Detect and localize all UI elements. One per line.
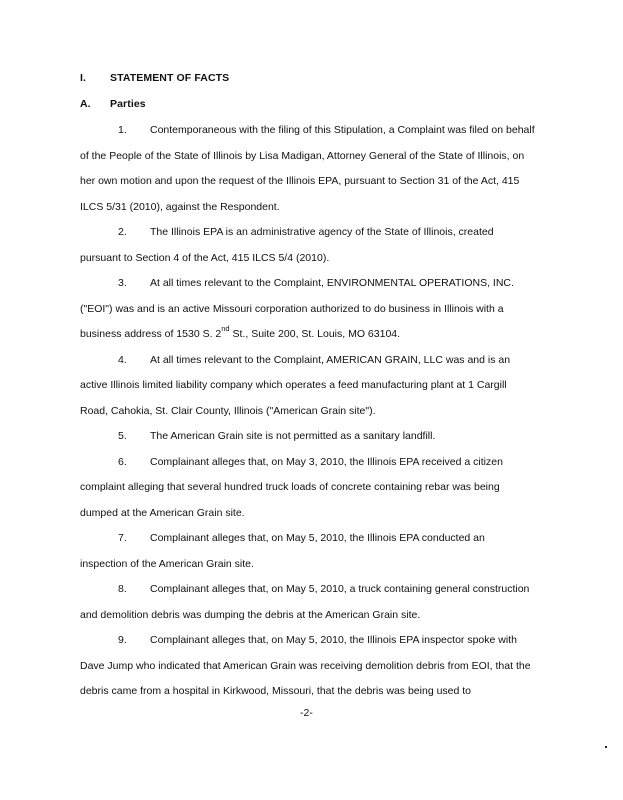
paragraph-text: Complainant alleges that, on May 5, 2010, the Illinois EPA conducted an inspection of the American Grain site. bbox=[80, 532, 485, 570]
paragraph-4 bbox=[80, 348, 535, 425]
scan-speck bbox=[605, 746, 607, 748]
facts-body bbox=[80, 118, 535, 705]
paragraph-number: 4. bbox=[118, 353, 127, 366]
paragraph-number: 6. bbox=[118, 455, 127, 468]
paragraph-text: At all times relevant to the Complaint, AMERICAN GRAIN, LLC was and is an active Illinois limited liability company which operates a feed manufacturing plant at 1 Cargill Road, Cahokia, St. Clair County, Illinois ("American Grain site"). bbox=[80, 353, 511, 417]
paragraph-number: 1. bbox=[118, 124, 127, 136]
paragraph-number: 2. bbox=[118, 226, 127, 238]
paragraph-6 bbox=[80, 450, 535, 527]
subsection-title: Parties bbox=[110, 98, 146, 110]
paragraph-text: The American Grain site is not permitted as a sanitary landfill. bbox=[150, 430, 436, 442]
paragraph-text: Complainant alleges that, on May 3, 2010, the Illinois EPA received a citizen complaint alleging that several hundred truck loads of concrete containing rebar was being dumped at the American Grain site. bbox=[80, 455, 503, 519]
paragraph-text: Complainant alleges that, on May 5, 2010, a truck containing general construction and demolition debris was dumping the debris at the American Grain site. bbox=[80, 583, 530, 621]
paragraph-text: Contemporaneous with the filing of this Stipulation, a Complaint was filed on behalf of the People of the State of Illinois by Lisa Madigan, Attorney General of the State of Illinois, on her own motion and upon the request of the Illinois EPA, pursuant to Section 31 of the Act, 415 ILCS 5/31 (2010), against the Respondent. bbox=[80, 124, 535, 213]
paragraph-3 bbox=[80, 271, 535, 348]
paragraph-number: 8. bbox=[118, 583, 127, 595]
paragraph-text: Complainant alleges that, on May 5, 2010, the Illinois EPA inspector spoke with Dave Jump who indicated that American Grain was receiving demolition debris from EOI, that the debris came from a hospital in Kirkwood, Missouri, that the debris was being used to bbox=[80, 634, 531, 697]
paragraph-9 bbox=[80, 628, 535, 705]
paragraph-number: 7. bbox=[118, 532, 127, 544]
paragraph-7 bbox=[80, 526, 535, 577]
page-number: -2- bbox=[300, 707, 313, 719]
paragraph-number: 3. bbox=[118, 277, 127, 289]
subsection-letter: A. bbox=[80, 98, 91, 110]
subsection-heading bbox=[80, 98, 380, 112]
paragraph-number: 9. bbox=[118, 634, 127, 646]
section-title: STATEMENT OF FACTS bbox=[110, 72, 230, 84]
paragraph-number: 5. bbox=[118, 430, 127, 442]
section-heading bbox=[80, 72, 380, 86]
paragraph-8 bbox=[80, 577, 535, 628]
ordinal-superscript: nd bbox=[221, 324, 230, 333]
paragraph-text-continued: St., Suite 200, St. Louis, MO 63104. bbox=[229, 328, 401, 340]
paragraph-1 bbox=[80, 118, 535, 220]
paragraph-2 bbox=[80, 220, 535, 271]
paragraph-5 bbox=[80, 424, 535, 450]
paragraph-text: The Illinois EPA is an administrative agency of the State of Illinois, created pursuant to Section 4 of the Act, 415 ILCS 5/4 (2010). bbox=[80, 226, 494, 264]
section-number: I. bbox=[80, 72, 87, 84]
paragraph-text: At all times relevant to the Complaint, ENVIRONMENTAL OPERATIONS, INC. ("EOI") was and is an active Missouri corporation authorized to do business in Illinois with a business address of 1530 S. 2 bbox=[80, 277, 514, 340]
